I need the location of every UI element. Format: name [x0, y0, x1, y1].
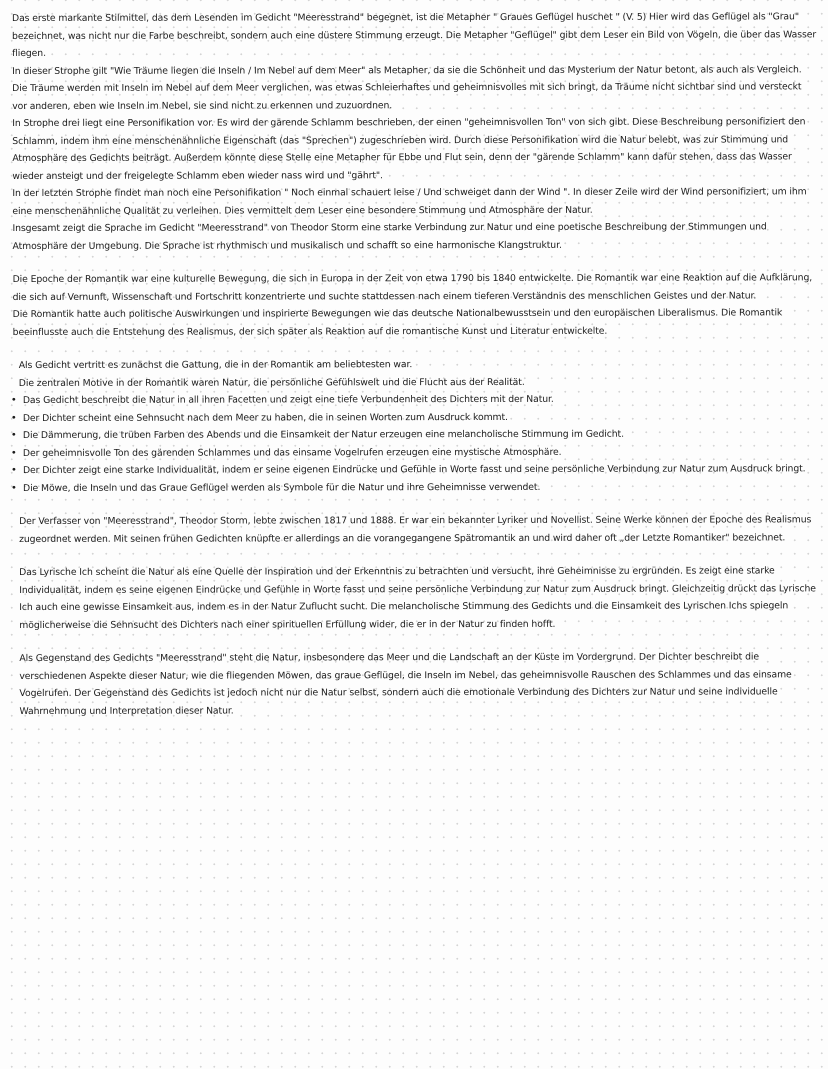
- bullet-item: • Der geheimnisvolle Ton des gärenden Schlammes und das einsame Vogelrufen erzeugen eine mystische Atmosphäre.: [13, 443, 819, 462]
- paragraph-epoche-romantik: Die Epoche der Romantik war eine kulturelle Bewegung, die sich in Europa in der Zeit von etwa 1790 bis 1840 entwickelte. Die Romantik war eine Reaktion auf die Aufklärung, die sich auf Vernunft, Wissenschaft und Fortschritt konzentrierte und suchte stattdessen nach einem tieferen Verständnis des menschlichen Geistes und der Natur.: [12, 272, 813, 303]
- paragraph-zentrale-motive: Die zentralen Motive in der Romantik waren Natur, die persönliche Gefühlswelt und die Flucht aus der Realität.: [18, 376, 525, 389]
- paragraph-gegenstand: Als Gegenstand des Gedichts "Meeresstrand" steht die Natur, insbesondere das Meer und die Landschaft an der Küste im Vordergrund. Der Dichter beschreibt die verschiedenen Aspekte dieser Natur, wie die fliegenden Möwen, das graue Geflügel, die Inseln im Nebel, das geheimnisvolle Rauschen des Schlammes und das einsame Vogelrufen. Der Gegenstand des Gedichts ist jedoch nicht nur die Natur selbst, sondern auch die emotionale Verbindung des Dichters zur Natur und seine individuelle Wahrnehmung und Interpretation dieser Natur.: [19, 651, 792, 717]
- bullet-item: • Die Möwe, die Inseln und das Graue Geflügel werden als Symbole für die Natur und ihre Geheimnisse verwendet.: [13, 478, 819, 497]
- spacer: [13, 339, 819, 357]
- spacer: [13, 495, 819, 513]
- paragraph-personifikation-schlamm: In Strophe drei liegt eine Personifikation vor. Es wird der gärende Schlamm beschrieben, der einen "geheimnisvollen Ton" von sich gibt. Diese Beschreibung personifiziert den Schlamm, indem ihm eine menschenähnliche Eigenschaft (das "Sprechen") zugeschrieben wird. Durch diese Personifikation wird die Natur belebt, was zur Stimmung und Atmosphäre des Gedichts beiträgt. Außerdem könnte diese Stelle eine Metapher für Ebbe und Flut sein, denn der "gärende Schlamm" kann dafür stehen, dass das Wasser wieder ansteigt und der freigelegte Schlamm eben wieder nass wird und "gährt".: [12, 116, 806, 182]
- spacer: [13, 253, 819, 271]
- bullet-item: • Das Gedicht beschreibt die Natur in all ihren Facetten und zeigt eine tiefe Verbundenheit des Dichters mit der Natur.: [13, 390, 819, 409]
- bullet-item: • Der Dichter zeigt eine starke Individualität, indem er seine eigenen Eindrücke und Gefühle in Worte fasst und seine persönliche Verbindung zur Natur zum Ausdruck bringt.: [13, 460, 819, 479]
- paragraph-sprache-fazit: Insgesamt zeigt die Sprache im Gedicht "Meeresstrand" von Theodor Storm eine starke Verbindung zur Natur und eine poetische Beschreibung der Stimmungen und Atmosphäre der Umgebung. Die Sprache ist rhythmisch und musikalisch und schafft so eine harmonische Klangstruktur.: [12, 221, 767, 252]
- paragraph-romantik-auswirkungen: Die Romantik hatte auch politische Auswirkungen und inspirierte Bewegungen wie das deutsche Nationalbewusstsein und den europäischen Liberalismus. Die Romantik beeinflusste auch die Entstehung des Realismus, der sich später als Reaktion auf die romantische Kunst und Literatur entwickelte.: [12, 307, 783, 338]
- paragraph-vergleich-inseln: In dieser Strophe gilt "Wie Träume liegen die Inseln / Im Nebel auf dem Meer" als Metapher, da sie die Schönheit und das Mysterium der Natur betont, als auch als Vergleich. Die Träume werden mit Inseln im Nebel auf dem Meer verglichen, was etwas Schleierhaftes und geheimnisvolles mit sich bringt, da Träume nicht sichtbar sind und versteckt vor anderen, eben wie Inseln im Nebel, sie sind nicht zu erkennen und zuzuordnen.: [12, 63, 802, 112]
- bullet-item: • Die Dämmerung, die trüben Farben des Abends und die Einsamkeit der Natur erzeugen eine melancholische Stimmung im Gedicht.: [13, 425, 819, 444]
- paragraph-personifikation-wind: In der letzten Strophe findet man noch eine Personifikation " Noch einmal schauert leise / Und schweiget dann der Wind ". In dieser Zeile wird der Wind personifiziert, um ihm eine menschenähnliche Qualität zu verleihen. Dies vermittelt dem Leser eine besondere Stimmung und Atmosphäre der Natur.: [12, 186, 807, 217]
- bullet-item: • Der Dichter scheint eine Sehnsucht nach dem Meer zu haben, die in seinen Worten zum Ausdruck kommt.: [13, 408, 819, 427]
- paragraph-verfasser-storm: Der Verfasser von "Meeresstrand", Theodor Storm, lebte zwischen 1817 und 1888. Er war ein bekannter Lyriker und Novellist. Seine Werke können der Epoche des Realismus zugeordnet werden. Mit seinen frühen Gedichten knüpfte er allerdings an die vorangegangene Spätromantik an und wird daher oft „der Letzte Romantiker" bezeichnet.: [19, 514, 812, 545]
- paragraph-lyrisches-ich: Das Lyrische Ich scheint die Natur als eine Quelle der Inspiration und der Erkenntnis zu betrachten und versucht, ihre Geheimnisse zu ergründen. Es zeigt eine starke Individualität, indem es seine eigenen Eindrücke und Gefühle in Worte fasst und seine persönliche Verbindung zur Natur zum Ausdruck bringt. Gleichzeitig drückt das Lyrische Ich auch eine gewisse Einsamkeit aus, indem es in der Natur Zuflucht sucht. Die melancholische Stimmung des Gedichts und die Einsamkeit des Lyrischen Ichs spiegeln möglicherweise die Sehnsucht des Dichters nach einer spirituellen Erfüllung wider, die er in der Natur zu finden hofft.: [19, 565, 816, 631]
- spacer: [13, 632, 819, 650]
- paragraph-gattung: Als Gedicht vertritt es zunächst die Gattung, die in der Romantik am beliebtesten war.: [18, 359, 413, 371]
- spacer: [13, 546, 819, 564]
- paragraph-metapher-gefluegel: Das erste markante Stilmittel, das dem Lesenden im Gedicht "Meeresstrand" begegnet, ist die Metapher " Graues Geflügel huschet " (V. 5) Hier wird das Geflügel als "Grau" bezeichnet, was nicht nur die Farbe beschreibt, sondern auch eine düstere Stimmung erzeugt. Die Metapher "Geflügel" gibt dem Leser ein Bild von Vögeln, die über das Wasser fliegen.: [12, 11, 817, 59]
- handwritten-text: [12, 8, 819, 720]
